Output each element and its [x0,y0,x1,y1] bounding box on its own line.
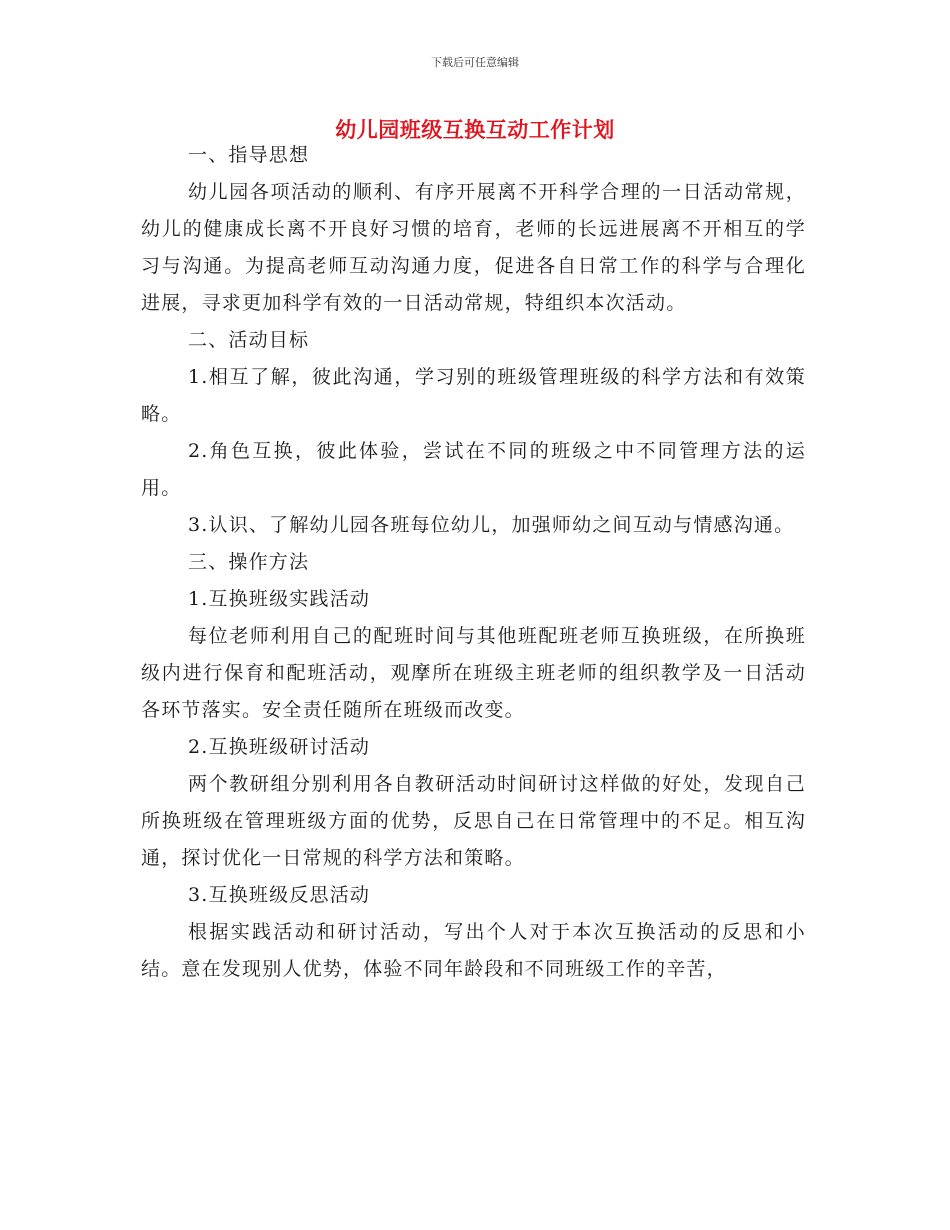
document-body [141,137,806,988]
paragraph-goal-1: 1.相互了解，彼此沟通，学习别的班级管理班级的科学方法和有效策略。 [141,366,806,425]
subheading-practice-activity: 1.互换班级实践活动 [188,588,371,610]
subheading-discussion-activity: 2.互换班级研讨活动 [188,736,371,758]
paragraph-goal-2: 2.角色互换，彼此体验，尝试在不同的班级之中不同管理方法的运用。 [141,440,806,499]
header-note: 下载后可任意编辑 [431,56,519,69]
paragraph-practice-activity: 每位老师利用自己的配班时间与其他班配班老师互换班级，在所换班级内进行保育和配班活动，观摩所在班级主班老师的组织教学及一日活动各环节落实。安全责任随所在班级而改变。 [141,625,806,721]
paragraph-goal-3: 3.认识、了解幼儿园各班每位幼儿，加强师幼之间互动与情感沟通。 [188,514,795,536]
paragraph-discussion-activity: 两个教研组分别利用各自教研活动时间研讨这样做的好处，发现自己所换班级在管理班级方面的优势，反思自己在日常管理中的不足。相互沟通，探讨优化一日常规的科学方法和策略。 [141,773,806,869]
section-heading-activity-goals: 二、活动目标 [188,329,310,351]
paragraph-reflection-activity: 根据实践活动和研讨活动，写出个人对于本次互换活动的反思和小结。意在发现别人优势，体验不同年龄段和不同班级工作的辛苦， [141,921,806,980]
document-title: 幼儿园班级互换互动工作计划 [335,117,615,142]
section-heading-methods: 三、操作方法 [188,551,310,573]
section-heading-guiding-thought: 一、指导思想 [188,144,310,166]
paragraph-guiding-thought: 幼儿园各项活动的顺利、有序开展离不开科学合理的一日活动常规，幼儿的健康成长离不开良好习惯的培育，老师的长远进展离不开相互的学习与沟通。为提高老师互动沟通力度，促进各自日常工作的科学与合理化进展，寻求更加科学有效的一日活动常规，特组织本次活动。 [141,181,806,314]
subheading-reflection-activity: 3.互换班级反思活动 [188,884,371,906]
